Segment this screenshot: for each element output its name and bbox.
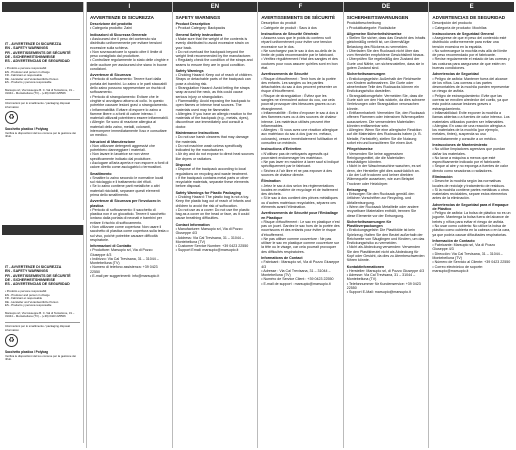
body-line: • Inflammabilité : Évitez d'exposer le sac à dos à des flammes nues ou à des sources de chaleur intense. Les matériaux utilisés peuvent être inflammables. [261, 110, 339, 128]
body-line: • Indirizzo: Via Cal Trevisana, 31 – 31044 – Montebelluna (TV) [90, 256, 159, 266]
section-heading: Entsorgung [346, 187, 367, 192]
body-line: • Allergien: Wenn Sie eine allergische Reaktion auf die Materialien des Rucksacks haben (z. B. Metalle, Farbstoffe), stellen Sie die Nutzung sofort ein und konsultieren Sie einen Arzt. [346, 128, 422, 146]
body-line: • Fabricant : Marsupio srl, Via di Pozzo Giuseppe 4/3 [261, 260, 340, 269]
section-heading: Kontaktinformationen [346, 264, 385, 269]
tag-panel [2, 2, 84, 220]
section-heading: Safety Warnings [175, 68, 204, 73]
producer-address: Marsupio srl, Via Giuseppe B. C. Val di Tentazione, 31 – 31044 – Montebelluna (TV) – (+39) 0423 225506 [5, 87, 75, 95]
info-line: DE - Hersteller und Verantwortliche Person [5, 299, 59, 304]
body-line: • Flammability: Avoid exposing the backpack to open flames or intense heat sources. The materials used may be flammable. [175, 98, 251, 112]
body-line: • Überladen Sie den Rucksack nicht über das vom Hersteller empfohlene Gewichtslimit hinaus. [346, 48, 425, 58]
language-code: DE [344, 2, 429, 12]
body-line: • Ne pas utiliser comme couverture : Ne pas utiliser le sac en plastique comme couverture sur la tête ou le visage, car cela pourrait provoquer des difficultés respiratoires. [261, 236, 340, 254]
body-line: • Stellen Sie sicher, dass das Gewicht des Inhalts gleichmäßig verteilt ist, um übermäßige Belastung des Rückens zu vermeiden. [346, 36, 426, 49]
body-line: • Produktkategorie: Rucksäcke [346, 25, 396, 30]
section-heading: Avertissements de Sécurité [261, 72, 309, 77]
packaging-info: Informazioni per lo smaltimento / packaging disposal information [5, 324, 70, 332]
body-line: • Air dry and do not expose to direct heat sources like dryers or radiators. [175, 152, 254, 161]
body-line: • Vérifiez régulièrement l'état des sangles et des coutures pour vous assurer qu'elles sont en bon état. [261, 57, 338, 71]
body-line: • Numéro de Service Client : +39 0423 22550 [261, 277, 334, 282]
packaging-text: Verifica le disposizioni del tuo comune per la gestione dei rifiuti. [5, 353, 76, 361]
body-line: • Choking Hazard: Keep out of reach of children. Straps or detachable parts of the backpack can pose a choking risk. [175, 73, 253, 86]
body-line: • Product Category: Backpacks [175, 26, 226, 31]
body-line: • Produttore: Marsupio srl, Via di Pozzo Giuseppe 4/3 [90, 248, 153, 257]
section-heading: Safety Warnings for Plastic Packaging [175, 190, 241, 195]
packaging-info: Informazioni per lo smaltimento / packaging disposal information [5, 101, 70, 109]
body-line: • Adresse: Via Cal Trevisana, 31 – 31044 – Montebelluna (TV) [346, 273, 416, 282]
section-title: SAFETY WARNINGS [175, 15, 221, 20]
body-line: • Risque d'étouffement : Tenir hors de la portée des enfants. Les sangles ou les parties détachables du sac à dos peuvent présenter un risque d'étouffement. [261, 76, 337, 94]
section-title: AVVERTENZE DI SICUREZZA [90, 15, 154, 20]
body-line: • Assurez-vous que le poids du contenu soit réparti uniformément pour éviter une tension excessive sur le dos. [261, 36, 332, 49]
language-column [428, 2, 514, 448]
section-heading: Avvertenze di Sicurezza [90, 73, 131, 78]
body-line: • Assicurarsi che il peso del contenuto sia distribuito uniformemente per evitare tensioni eccessive sulla schiena. [90, 36, 162, 50]
body-line: • No utilice limpiadores agresivos que puedan dañar los materiales. [432, 147, 506, 156]
section-heading: Istruzioni di Manutenzione [90, 139, 136, 144]
body-line: • Support Email: marsupio@marsupio.it [175, 248, 239, 253]
body-line: • Do not machine wash unless specifically indicated by the manufacturer. [175, 143, 243, 153]
body-line: • Nicht als Abdeckung verwenden: Verwenden Sie den Plastikbeutel nicht als Abdeckung für Kopf oder Gesicht, da dies zu Atembeschwerden führen könnte. [346, 245, 425, 263]
body-line: • Non utilizzare detergenti aggressivi che potrebbero danneggiare i materiali. [90, 143, 155, 153]
fold-tags [0, 0, 85, 450]
warning-line: ES - ADVERTENCIAS DE SEGURIDAD [5, 59, 70, 64]
body-line: • Entflammbarkeit: Vermeiden Sie, den Rucksack offenen Flammen oder intensiven Wärmequellen auszusetzen. Die verwendeten Materialien könnten entflammbar sein. [346, 110, 425, 128]
section-heading: Indicazioni di Sicurezza Generale [90, 32, 147, 37]
info-line: • Prodotto e persone responsabili [5, 66, 47, 71]
body-line: • Numero di telefono assistenza: +39 0423 22550 [90, 265, 158, 274]
warning-list [5, 265, 83, 286]
body-line: • Se lo zaino contiene parti metalliche o altri materiali riciclabili, separare questi elementi prima dello smaltimento. [90, 184, 160, 198]
body-line: • Smaltire lo zaino secondo le normative locali sul riciclaggio e il trattamento dei rifiuti. [90, 175, 164, 185]
body-line: • Pericolo di strangolamento: Evitare che le cinghie si avvolgano attorno al collo. In questo potrebbe causare lesioni gravi o strangolamento. [90, 94, 168, 108]
section-heading: Disposal [175, 163, 191, 168]
warning-list [5, 42, 83, 63]
section-heading: Product Description [175, 22, 210, 27]
info-line: EN - Producer and person in charge [5, 292, 50, 297]
info-line: DE - Hersteller und Verantwortliche Person [5, 76, 59, 81]
body-line: • Erstickungsgefahr: Außerhalb der Reichweite von Kindern aufbewahren. Die Gurte oder abnehmbare Teile des Rucksacks können ein Erstickungsrisiko darstellen. [346, 76, 421, 94]
section-heading: Advertencias de Seguridad para el Empaque de Plástico [432, 202, 509, 211]
body-line: • Risque de strangulation : Évitez que les sangles ne s'enroulent autour du cou, car cela pourrait provoquer des blessures graves ou un étranglement. [261, 93, 336, 111]
language-column [86, 2, 172, 448]
body-line: • Regularly check the condition of the straps and seams to ensure they are in good condition. [175, 58, 253, 67]
body-line: • Non utilizzare come copertura: Non usare il sacchetto di plastica come copertura sulla testa o sul viso, poiché potrebbe causare difficoltà respiratorie. [90, 224, 169, 242]
body-line: • Categoria prodotto: Zaini [90, 26, 132, 31]
section-heading: Instrucciones de Seguridad General [432, 31, 494, 36]
body-line: • Peligro de estrangulamiento: Evite que las correas se enrollen alrededor del cuello, ya que esto podría causar lesiones graves o estrangulamiento. [432, 93, 509, 111]
warning-line: DE - SICHERHEITSHINWEISE [5, 277, 56, 282]
section-title: ADVERTENCIAS DE SEGURIDAD [432, 15, 506, 20]
body-line: • Categoría de producto: Mochilas [432, 25, 487, 30]
info-line: ES - Producto y persona responsable [5, 80, 52, 85]
body-line: • Fabricante: Marsupio srl, Via di Pozzo Giuseppe 4/3 [432, 243, 496, 252]
body-line: • Non sovraccaricare lo spazio oltre il limite di peso consigliato dal produttore. [90, 49, 163, 59]
body-line: • Séchez à l'air libre et ne pas exposer à des sources de chaleur directe. [261, 168, 333, 178]
section-heading: Contact Information [175, 222, 210, 227]
warning-line: DE - SICHERHEITSHINWEISE [5, 54, 56, 59]
warning-line: ES - ADVERTENCIAS DE SEGURIDAD [5, 282, 70, 287]
packaging-box [5, 99, 80, 138]
body-line: • Número de Servicio al Cliente: +39 0423 22550 [432, 260, 511, 265]
body-line: • E-mail de support : marsupio@marsupio.it [261, 281, 331, 286]
body-line: • Non lavare in lavatrice se non viene specificamente indicato dal produttore. [90, 152, 152, 161]
info-line: • Prodotto e persone responsabili [5, 289, 47, 294]
body-line: Produktbeschreibung [346, 21, 381, 26]
language-columns [86, 2, 514, 448]
body-line: • Alergias: En caso de una reacción alérgica a los materiales de la mochila (por ejemplo, metales, tintes), suspenda su uso inmediatamente y consulte a un médico. [432, 123, 506, 141]
section-heading: General Safety Instructions [175, 32, 223, 37]
body-line: • Jetez le sac à dos selon les réglementations locales en matière de recyclage et de traitement des déchets. [261, 183, 338, 197]
packaging-box [5, 322, 80, 361]
producer-address: Marsupio srl, Via Giuseppe B. C. Val di Tentazione, 31 – 31044 – Montebelluna (TV) – (+39) 0423 225506 [5, 310, 75, 318]
tag-header-bar [2, 2, 83, 12]
body-line: • No usar como cubierta: No utilice la bolsa de plástico como cubierta en la cabeza o en la cara, ya que podría causar dificultades respiratorias. [432, 224, 511, 237]
warning-line: FR - AVERTISSEMENTS DE SÉCURITÉ [5, 273, 71, 278]
language-column [343, 2, 429, 448]
body-line: • Strangulationsgefahr: Vermeiden Sie, dass die Gurte sich um den Hals wickeln, da dies schwere Verletzungen oder Strangulation verursachen könnte. [346, 93, 426, 111]
body-line: • Entsorgen Sie den Rucksack gemäß den örtlichen Vorschriften zur Recycling- und Abfallentsorgung. [346, 192, 415, 205]
section-heading: Avertissements de Sécurité pour l'Emballage en Plastique [261, 211, 339, 220]
info-line: ES - Producto y persona responsable [5, 303, 52, 308]
packaging-title: Sacchetto plastica / Polybag [5, 350, 49, 355]
body-line: • Controllare regolarmente lo stato delle cinghie e delle cuciture per assicurarsi che siano in buone condizioni. [90, 58, 169, 71]
body-line: • Nicht in der Waschmaschine waschen, es sei denn, der Hersteller gibt dies ausdrücklich an. [346, 164, 422, 173]
body-line: • Manufacturer: Marsupio srl, Via di Pozzo Giuseppe 4/3 [175, 226, 243, 236]
body-line: • Ne surchargez pas le sac à dos au-delà de la limite de poids recommandée par le fabricant. [261, 48, 336, 58]
body-line: • No sobrecargue la mochila más allá del límite de peso recomendado por el fabricante. [432, 48, 508, 58]
language-code: E [429, 2, 514, 12]
body-line: • Si le sac à dos contient des pièces métalliques ou d'autres matériaux recyclables, séparez ces éléments avant l'élimination. [261, 196, 338, 209]
body-line: • Asciugare all'aria aperta e non esporre a fonti di calore diretto come asciugatrici o termosifoni. [90, 161, 169, 170]
language-code: F [258, 2, 343, 12]
body-line: • Hersteller: Marsupio srl, di Pozzo Giuseppe 4/3 [346, 268, 425, 273]
info-line: EN - Producer and person in charge [5, 69, 50, 74]
section-heading: Advertencias de Seguridad [432, 72, 479, 77]
body-line: • Überprüfen Sie regelmäßig den Zustand der Gurte und Nähte, um sicherzustellen, dass sie in gutem Zustand sind. [346, 57, 425, 71]
warning-line: FR - AVERTISSEMENTS DE SÉCURITÉ [5, 50, 71, 55]
body-line: Descripción del producto [432, 21, 472, 26]
body-line: • Erstickungsgefahr: Die Plastiktüte ist kein Spielzeug. Halten Sie den Beutel außerhalb der Reichweite von Säuglingen und Kindern, um das Erstickungsrisiko zu vermeiden. [346, 228, 425, 246]
section-heading: Eliminación [432, 175, 453, 180]
body-line: • Peligro de asfixia: Mantener fuera del alcance de los niños. Las correas o las partes desmontables de la mochila pueden representar un riesgo de asfixia. [432, 76, 510, 94]
warning-line: EN - SAFETY WARNINGS [5, 269, 49, 274]
section-heading: Descrizione del prodotto [90, 22, 133, 27]
body-line: • An der Luft trocknen und keiner direkten Wärmequelle aussetzen, wie zum Beispiel Trockner oder Heizkörper. [346, 173, 415, 186]
section-heading: Smaltimento [90, 171, 112, 176]
section-heading: Allgemeine Sicherheitshinweise [346, 31, 402, 36]
body-line: • Revise regularmente el estado de las correas y las costuras para asegurarse de que estén en buenas condiciones. [432, 57, 510, 71]
section-heading: Maintenance Instructions [175, 131, 219, 136]
body-line: • Dirección: Via Cal Trevisana, 31 – 31044 – Montebelluna (TV) [432, 251, 503, 260]
body-line: Description du produit [261, 21, 297, 26]
producer-info [5, 290, 80, 307]
section-heading: Informazioni di Contatto [90, 244, 132, 249]
section-title: SICHERHEITSWARNUNGEN [346, 15, 409, 20]
tag-panel [2, 225, 84, 443]
body-line: • Pericolo di soffocamento: Il sacchetto di plastica non è un giocattolo. Tenere il sacchetto lontano dalla portata di neonati e bambini per evitare il rischio di soffocamento. [90, 207, 166, 225]
body-line: • If the backpack contains metal parts or other recyclable materials, separate these elements before disposal. [175, 175, 249, 189]
body-line: • Allergies: If you have an allergic reaction to the materials of the backpack (e.g., metals, dyes), discontinue use immediately and consult a doctor. [175, 111, 253, 129]
body-line: • Infiammabilità: Evitare di esporre lo zaino a fiamme libere o a fonti di calore intenso. I materiali utilizzati potrebbero essere infiammabili. [90, 107, 169, 121]
body-line: • Customer Service Number: +39 0423 22550 [175, 244, 249, 249]
body-line: • Address: Via Cal Trevisana, 31 – 31044 – Montebelluna (TV) [175, 235, 244, 244]
recycle-icon: ♻ [5, 334, 18, 347]
section-heading: Informations de Contact [261, 256, 303, 261]
body-line: • Catégorie de produit : Sacs à dos [261, 25, 317, 30]
body-line: • Choking Hazard: The plastic bag is not a toy. Keep the plastic bag out of reach of infants and children to avoid the risk of suffocation. [175, 194, 251, 208]
warning-line: IT - AVVERTENZE DI SICUREZZA [5, 265, 62, 269]
section-heading: Sicherheitswarnungen für Plastikverpackungen [346, 219, 392, 229]
body-line: • Verwenden Sie keine aggressiven Reinigungsmittel, die die Materialien beschädigen könnten. [346, 151, 405, 165]
warning-line: EN - SAFETY WARNINGS [5, 46, 49, 51]
language-column [257, 2, 343, 448]
body-line: • Allergies : Si vous avez une réaction allergique aux matériaux du sac à dos (par ex. métaux, colorants), cessez immédiatement l'utilisation et consultez un médecin. [261, 128, 338, 146]
tag-header-bar [2, 225, 83, 235]
section-heading: Élimination [261, 179, 281, 184]
body-line: • No lavar a máquina a menos que esté específicamente indicado por el fabricante. [432, 155, 501, 165]
body-line: • Peligro de asfixia: La bolsa de plástico no es un juguete. Mantenga la bolsa fuera del alcance de bebés y niños para evitar el riesgo de asfixia. [432, 211, 511, 224]
language-code: I [87, 2, 172, 12]
info-line: FR - Fabricant et responsable [5, 296, 42, 301]
section-heading: Instrucciones de Mantenimiento [432, 143, 488, 148]
section-heading: Instructions de Sécurité Générale [261, 31, 319, 36]
body-line: • Risque d'étouffement : Le sac en plastique n'est pas un jouet. Gardez le sac hors de la portée des nourrissons et des enfants pour éviter le risque d'étouffement. [261, 219, 340, 237]
body-line: • Si la mochila contiene partes metálicas u otros materiales reciclables, separe estos elementos antes de la eliminación. [432, 187, 509, 201]
body-line: • Inflamabilidad: Evite exponer la mochila a llamas abiertas o a fuentes de calor intenso. Los materiales utilizados pueden ser inflamables. [432, 110, 510, 124]
section-title: AVERTISSEMENTS DE SÉCURITÉ [261, 15, 336, 20]
body-line: • Deseche la mochila según las normativas locales de reciclaje y tratamiento de residuos. [432, 179, 506, 188]
body-line: • Pericolo di soffocamento: Tenere fuori dalla portata dei bambini. Lo zaino o le parti staccabili dello zaino possono rappresentare un rischio di soffocamento. [90, 77, 167, 95]
section-heading: Instructions d'Entretien [261, 147, 302, 152]
body-line: • Ne pas laver en machine à laver sauf si indiqué spécifiquement par le fabricant. [261, 160, 339, 169]
section-heading: Avvertenze di Sicurezza per l'involucro in plastica [90, 199, 161, 208]
body-line: • N'utilisez pas de nettoyants agressifs qui pourraient endommager les matériaux. [261, 151, 329, 160]
body-line: • Do not use harsh cleaners that may damage the materials. [175, 135, 249, 144]
section-heading: Sicherheitswarnungen [346, 72, 386, 77]
packaging-text: Verifica le disposizioni del tuo comune per la gestione dei rifiuti. [5, 130, 76, 138]
body-line: • Seque al aire y no exponga a fuentes de calor directo como secadoras o radiadores. [432, 164, 508, 173]
section-heading: Información de Contacto [432, 238, 475, 243]
body-line: • Dispose of the backpack according to local regulations on recycling and waste treatment. [175, 167, 248, 176]
body-line: • Make sure that the weight of the contents is evenly distributed to avoid excessive strain on your back. [175, 36, 249, 50]
packaging-title: Sacchetto plastica / Polybag [5, 127, 49, 132]
body-line: • Correo electrónico de soporte: marsupio@marsupio.it [432, 264, 483, 273]
body-line: • Do not use as a cover: Do not use the plastic bag as a cover on the head or face, as it could cause breathing difficulties. [175, 207, 250, 221]
recycle-icon: ♻ [5, 111, 18, 124]
body-line: • Wenn der Rucksack Metallteile oder andere recycelbare Materialien enthält, trennen Sie diese Elemente vor der Entsorgung. [346, 205, 419, 218]
body-line: • Asegúrese de que el peso del contenido esté distribuido uniformemente para evitar una tensión excesiva en la espalda. [432, 36, 507, 49]
language-code: EN [173, 2, 258, 12]
section-heading: Pflegehinweise [346, 147, 373, 152]
info-line: FR - Fabricant et responsable [5, 73, 42, 78]
body-line: • Do not overload the backpack beyond the weight limit recommended by the manufacturer. [175, 49, 252, 59]
producer-info [5, 67, 80, 84]
language-column [172, 2, 258, 448]
body-line: • Strangulation Hazard: Avoid letting the straps wrap around the neck, as this could cause serious injury or strangulation. [175, 86, 250, 99]
body-line: • E-mail per suggerimenti: info@marsupio.it [90, 274, 160, 279]
body-line: • Support E-Mail: marsupio@marsupio.it [346, 290, 411, 295]
warning-line: IT - AVVERTENZE DI SICUREZZA [5, 42, 62, 46]
body-line: • Adresse : Via Cal Trevisana, 31 – 31044 – Montebelluna (TV) [261, 268, 331, 278]
body-line: • Telefonnummer für Kundenservice: +39 0423 22550 [346, 281, 421, 291]
body-line: • Allergie: Se sono di reazione allergica ai materiali dello zaino, metalli, coloranti, interrompere immediatamente l'uso e consultare un medico. [90, 120, 167, 138]
